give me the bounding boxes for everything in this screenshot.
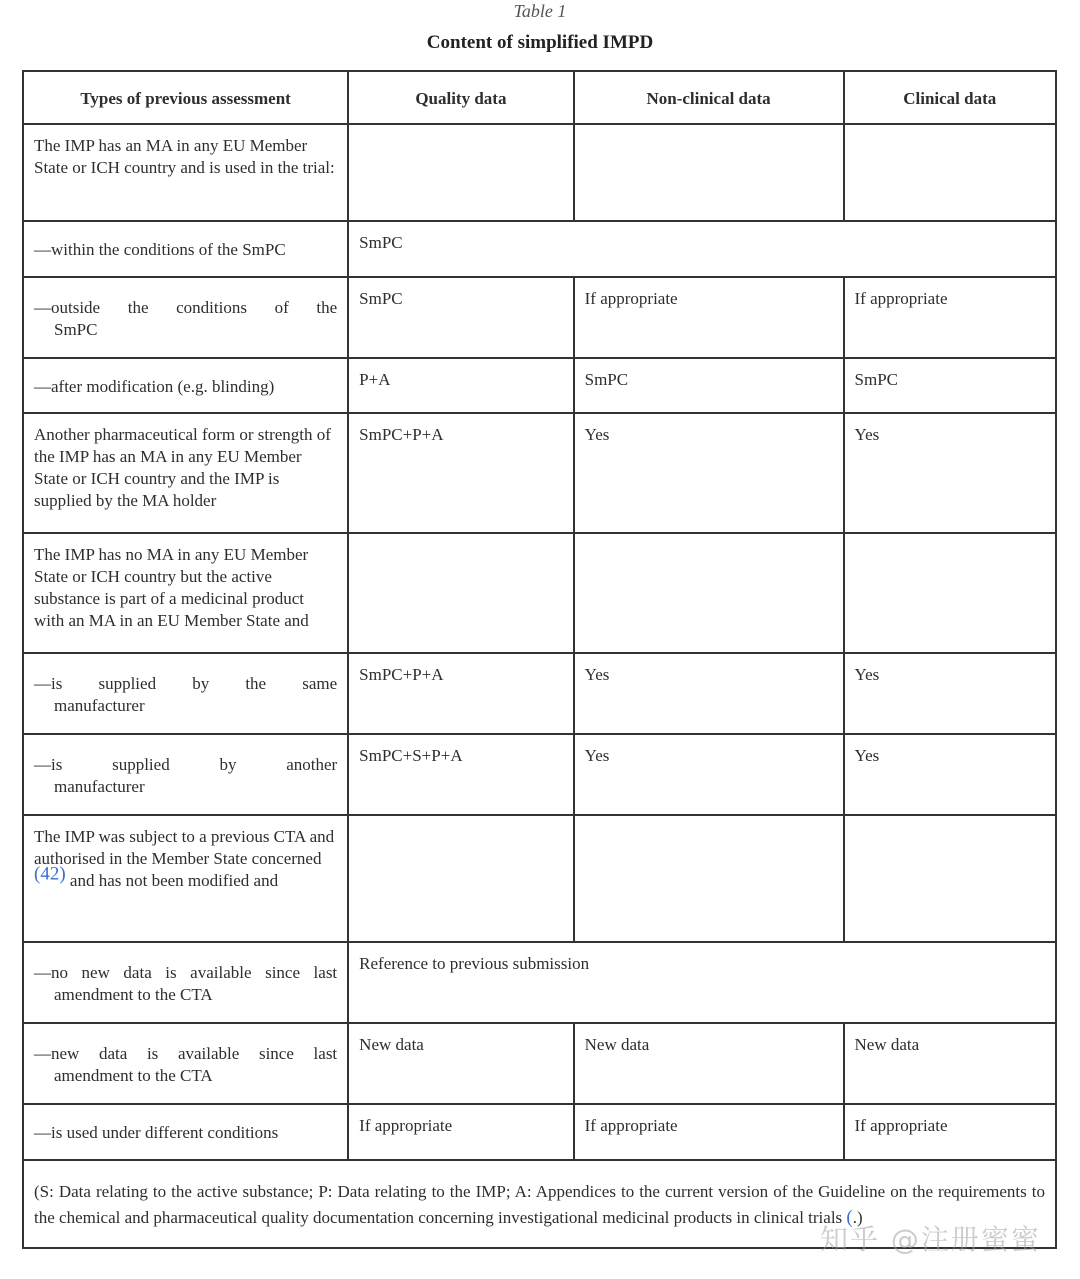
row-label <box>23 653 348 734</box>
merged-cell: Reference to previous submission <box>348 942 1056 1023</box>
nonclinical-cell: Yes <box>574 734 844 815</box>
table-row <box>23 1104 1056 1160</box>
nonclinical-cell: If appropriate <box>574 277 844 358</box>
header-clinical: Clinical data <box>844 71 1056 124</box>
clinical-cell <box>844 815 1056 942</box>
table-row <box>23 221 1056 277</box>
footnote-ref-link[interactable]: ( <box>846 1207 853 1228</box>
footnote-end: .) <box>852 1208 863 1227</box>
header-row <box>23 71 1056 124</box>
merged-cell: SmPC <box>348 221 1056 277</box>
row-label <box>23 942 348 1023</box>
nonclinical-cell: Yes <box>574 653 844 734</box>
row-label: —is used under different conditions <box>23 1104 348 1160</box>
row-label-line: —is supplied by another <box>34 754 338 774</box>
row-label: —within the conditions of the SmPC <box>23 221 348 277</box>
row-label-line: —is supplied by the same <box>34 673 338 693</box>
row-label <box>23 815 348 942</box>
quality-cell: SmPC+P+A <box>348 653 573 734</box>
watermark: 知乎 @注册蜜蜜 <box>820 1223 1041 1256</box>
impd-table <box>22 70 1057 1249</box>
quality-cell <box>348 124 573 221</box>
clinical-cell: Yes <box>844 413 1056 533</box>
row-label: —after modification (e.g. blinding) <box>23 358 348 413</box>
quality-cell: New data <box>348 1023 573 1104</box>
table-row <box>23 413 1056 533</box>
nonclinical-cell <box>574 124 844 221</box>
row-label-continuation: amendment to the CTA <box>54 1065 213 1085</box>
clinical-cell: If appropriate <box>844 1104 1056 1160</box>
table-row <box>23 358 1056 413</box>
row-label-continuation: amendment to the CTA <box>54 984 213 1004</box>
quality-cell <box>348 815 573 942</box>
footnote-text: (S: Data relating to the active substance; P: Data relating to the IMP; A: Appendices to the current version of the Guideline on the requirements to the chemical and pharmaceutical quality documentation concerning investigational medicinal products in clinical trials <box>34 1182 1045 1227</box>
footnote-ref-link[interactable]: (42) <box>34 863 66 885</box>
nonclinical-cell: New data <box>574 1023 844 1104</box>
table-row <box>23 942 1056 1023</box>
clinical-cell: Yes <box>844 653 1056 734</box>
header-quality: Quality data <box>348 71 573 124</box>
nonclinical-cell <box>574 533 844 653</box>
table-row <box>23 277 1056 358</box>
row-label <box>23 277 348 358</box>
table-row <box>23 1023 1056 1104</box>
row-label-line: —no new data is available since last <box>34 962 338 982</box>
row-label: The IMP has no MA in any EU Member State or ICH country but the active substance is part of a medicinal product with an MA in an EU Member State and <box>23 533 348 653</box>
row-label-part: and has not been modified and <box>69 871 279 890</box>
clinical-cell: New data <box>844 1023 1056 1104</box>
nonclinical-cell: If appropriate <box>574 1104 844 1160</box>
row-label-part: The IMP was subject to a previous CTA and authorised in the Member State concerned <box>34 827 335 868</box>
header-assessment: Types of previous assessment <box>23 71 348 124</box>
header-nonclinical: Non-clinical data <box>574 71 844 124</box>
clinical-cell <box>844 533 1056 653</box>
quality-cell: If appropriate <box>348 1104 573 1160</box>
row-label-continuation: manufacturer <box>54 776 145 796</box>
table-row <box>23 734 1056 815</box>
clinical-cell <box>844 124 1056 221</box>
table-row <box>23 533 1056 653</box>
quality-cell: P+A <box>348 358 573 413</box>
table-row <box>23 124 1056 221</box>
table-caption: Table 1 <box>513 1 567 21</box>
table-title: Content of simplified IMPD <box>426 32 654 53</box>
row-label-continuation: manufacturer <box>54 695 145 715</box>
quality-cell <box>348 533 573 653</box>
table-row <box>23 815 1056 942</box>
clinical-cell: If appropriate <box>844 277 1056 358</box>
row-label-line: —new data is available since last <box>34 1043 338 1063</box>
row-label-line: —outside the conditions of the <box>34 297 338 317</box>
row-label <box>23 1023 348 1104</box>
row-label <box>23 734 348 815</box>
quality-cell: SmPC+P+A <box>348 413 573 533</box>
row-label: The IMP has an MA in any EU Member State or ICH country and is used in the trial: <box>23 124 348 221</box>
quality-cell: SmPC <box>348 277 573 358</box>
clinical-cell: Yes <box>844 734 1056 815</box>
quality-cell: SmPC+S+P+A <box>348 734 573 815</box>
table-row <box>23 653 1056 734</box>
nonclinical-cell <box>574 815 844 942</box>
nonclinical-cell: Yes <box>574 413 844 533</box>
row-label-continuation: SmPC <box>54 319 98 339</box>
row-label: Another pharmaceutical form or strength of the IMP has an MA in any EU Member State or ICH country and the IMP is supplied by the MA holder <box>23 413 348 533</box>
clinical-cell: SmPC <box>844 358 1056 413</box>
nonclinical-cell: SmPC <box>574 358 844 413</box>
